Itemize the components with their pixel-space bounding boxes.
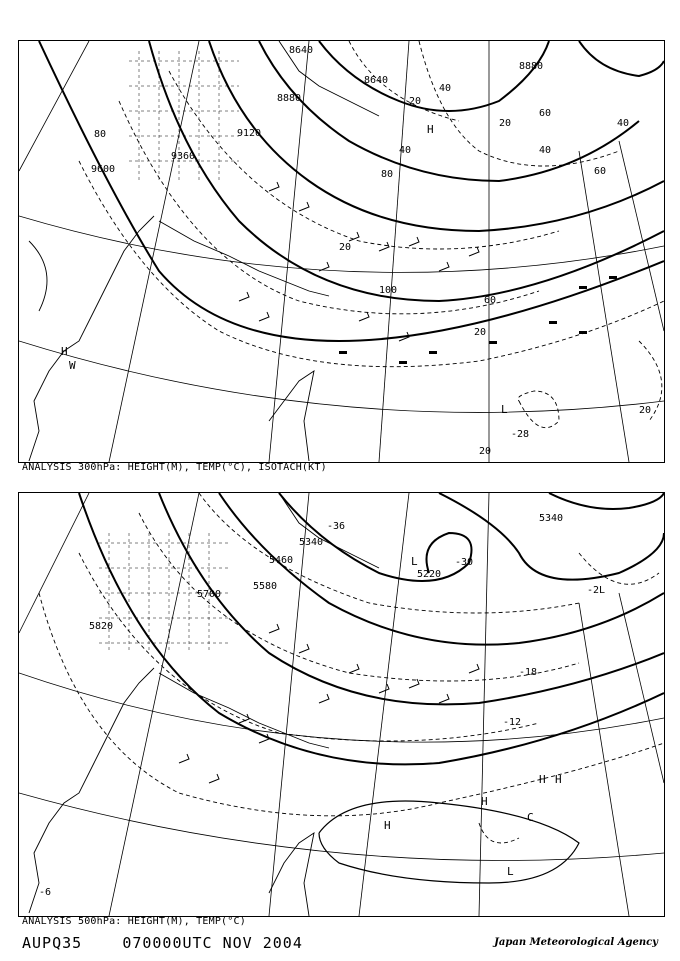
temp-label: -30 bbox=[455, 557, 474, 568]
isotach-label: 60 bbox=[539, 108, 552, 119]
temp-label: -18 bbox=[519, 667, 538, 678]
contour-labels bbox=[91, 45, 651, 457]
high-center: H bbox=[427, 123, 434, 136]
map-panel-500hpa bbox=[18, 492, 665, 917]
height-label: 9120 bbox=[237, 128, 262, 139]
height-label: 9360 bbox=[171, 151, 196, 162]
product-code: AUPQ35 bbox=[22, 934, 83, 952]
product-code-line bbox=[22, 934, 303, 952]
height-label: 5340 bbox=[539, 513, 564, 524]
contour-labels bbox=[39, 513, 605, 898]
high-center: H bbox=[384, 819, 391, 832]
height-label: 5220 bbox=[417, 569, 442, 580]
height-label: 5820 bbox=[89, 621, 114, 632]
isotach-label: 60 bbox=[484, 295, 497, 306]
isotach-label: 80 bbox=[94, 129, 107, 140]
isotach-label: 20 bbox=[474, 327, 487, 338]
height-label: 5580 bbox=[253, 581, 278, 592]
isotach-label: 20 bbox=[499, 118, 512, 129]
isotach-label: 40 bbox=[617, 118, 630, 129]
height-contours bbox=[39, 41, 664, 341]
graticule bbox=[19, 493, 664, 916]
low-center: L bbox=[501, 403, 508, 416]
isotach-label: 60 bbox=[594, 166, 607, 177]
isotach-label: 100 bbox=[379, 285, 398, 296]
low-circulation bbox=[319, 801, 579, 883]
coastline bbox=[29, 41, 379, 461]
height-label: 5460 bbox=[269, 555, 294, 566]
temp-label: -28 bbox=[511, 429, 530, 440]
isotach-label: 20 bbox=[339, 242, 352, 253]
low-center: L bbox=[507, 865, 514, 878]
wind-barbs bbox=[239, 182, 479, 341]
height-label: 5340 bbox=[299, 537, 324, 548]
isotach-label: 40 bbox=[399, 145, 412, 156]
isotach-contours bbox=[79, 41, 664, 428]
high-center: H bbox=[555, 773, 562, 786]
cold-center: C bbox=[527, 811, 534, 824]
height-contours bbox=[79, 493, 664, 764]
height-label: 8640 bbox=[289, 45, 314, 56]
isotach-label: 40 bbox=[539, 145, 552, 156]
height-label: 8880 bbox=[519, 61, 544, 72]
isotherm-contours bbox=[39, 493, 664, 843]
height-label: 9600 bbox=[91, 164, 116, 175]
temp-label: -6 bbox=[39, 887, 52, 898]
pressure-center-labels bbox=[384, 555, 562, 878]
height-label: 8640 bbox=[364, 75, 389, 86]
map-300hpa bbox=[19, 41, 664, 462]
isotach-label: 20 bbox=[409, 96, 422, 107]
chart-caption-500hpa: ANALYSIS 500hPa: HEIGHT(M), TEMP(°C) bbox=[22, 916, 246, 927]
wind-center: W bbox=[69, 359, 76, 372]
isotach-label: 40 bbox=[439, 83, 452, 94]
high-center: H bbox=[539, 773, 546, 786]
temp-label: -36 bbox=[327, 521, 346, 532]
isotach-label: 20 bbox=[479, 446, 492, 457]
map-500hpa bbox=[19, 493, 664, 916]
agency-name: Japan Meteorological Agency bbox=[494, 937, 658, 948]
valid-time: 070000UTC NOV 2004 bbox=[122, 934, 303, 952]
high-center: H bbox=[61, 345, 68, 358]
isotach-label: 20 bbox=[639, 405, 652, 416]
temp-label: -2L bbox=[587, 585, 606, 596]
temp-label: -12 bbox=[503, 717, 522, 728]
isotach-label: 80 bbox=[381, 169, 394, 180]
low-center: L bbox=[411, 555, 418, 568]
map-panel-300hpa bbox=[18, 40, 665, 463]
high-center: H bbox=[481, 795, 488, 808]
chart-caption-300hpa: ANALYSIS 300hPa: HEIGHT(M), TEMP(°C), ISOTACH(KT) bbox=[22, 462, 327, 473]
height-label: 5700 bbox=[197, 589, 222, 600]
height-label: 8880 bbox=[277, 93, 302, 104]
coastline bbox=[29, 493, 379, 916]
